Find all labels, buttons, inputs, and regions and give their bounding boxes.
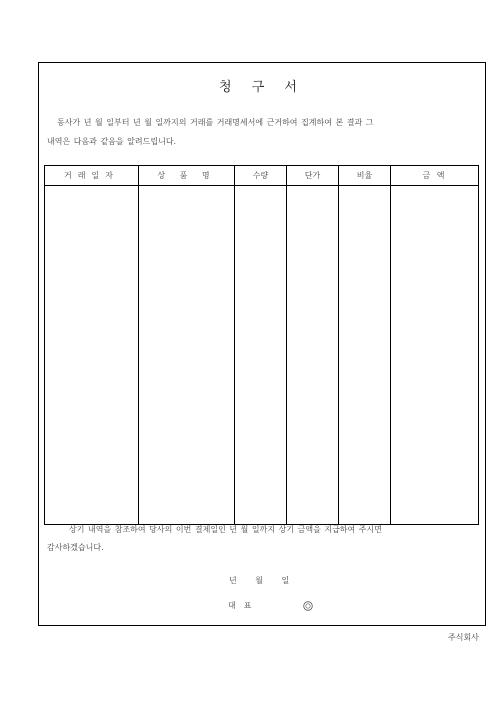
closing-line-2: 감사하겠습니다. [47, 543, 104, 552]
document-title: 청 구 서 [219, 80, 305, 95]
column-header-ratio: 비율 [339, 166, 391, 186]
cell-product[interactable] [139, 186, 235, 525]
column-header-date: 거래일자 [45, 166, 139, 186]
cell-quantity[interactable] [235, 186, 287, 525]
invoice-frame [38, 62, 486, 626]
column-header-quantity: 수량 [235, 166, 287, 186]
cell-amount[interactable] [391, 186, 479, 525]
company-label: 주식회사 [448, 633, 479, 642]
intro-text [47, 113, 475, 151]
signature-line [228, 600, 313, 611]
intro-line-2: 내역은 다음과 같음을 알려드립니다. [47, 137, 177, 146]
column-header-product: 상 품 명 [139, 166, 235, 186]
cell-ratio[interactable] [339, 186, 391, 525]
table-header-row [45, 166, 479, 186]
table-row [45, 186, 479, 525]
seal-circle-icon [303, 601, 313, 611]
invoice-table [44, 165, 479, 525]
closing-line-1: 상기 내역을 참조하여 당사의 이번 결제일인 년 월 일까지 상기 금액을 지급하여 주시면 [69, 525, 382, 534]
closing-text [47, 521, 475, 557]
cell-date[interactable] [45, 186, 139, 525]
signature-date: 년 월 일 [229, 576, 290, 585]
column-header-unit-price: 단가 [287, 166, 339, 186]
intro-line-1: 동사가 년 월 일부터 년 월 일까지의 거래를 거래명세서에 근거하여 집계하여 본 결과 그 [57, 118, 374, 127]
representative-label: 대표 [228, 601, 260, 610]
cell-unit-price[interactable] [287, 186, 339, 525]
column-header-amount: 금 액 [391, 166, 479, 186]
